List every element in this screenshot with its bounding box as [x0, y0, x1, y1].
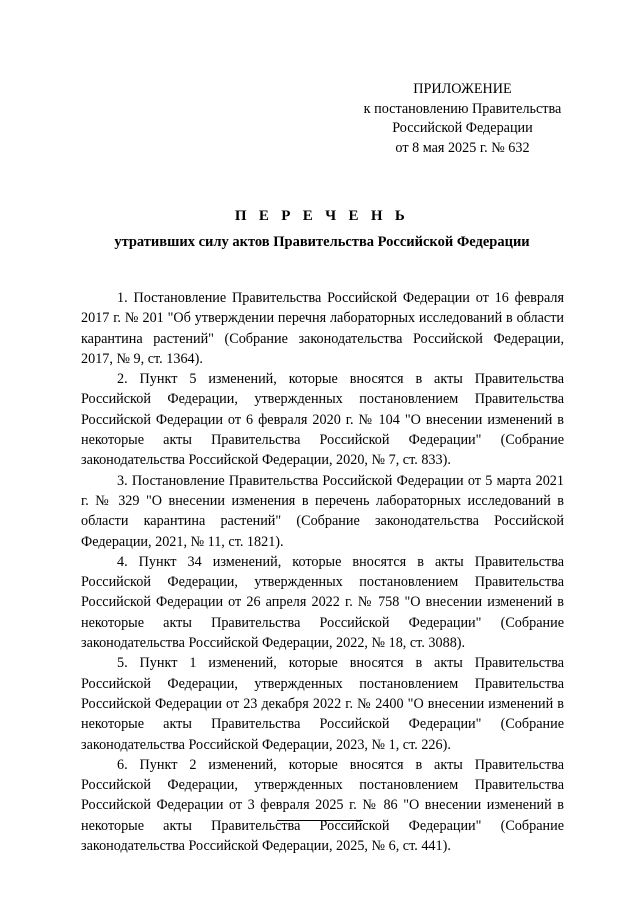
appendix-label: ПРИЛОЖЕНИЕ [413, 81, 512, 97]
document-subtitle: утративших силу актов Правительства Российской Федерации [114, 234, 530, 250]
appendix-date-number: от 8 мая 2025 г. № 632 [395, 139, 530, 156]
list-item: 1. Постановление Правительства Российской Федерации от 16 февраля 2017 г. № 201 "Об утверждении перечня лабораторных исследований в области карантина растений" (Собрание законодательства Российской Федерации, 2017, № 9, ст. 1364). [81, 290, 564, 367]
document-title: П Е Р Е Ч Е Н Ь [234, 208, 410, 224]
list-item: 5. Пункт 1 изменений, которые вносятся в акты Правительства Российской Федерации, утвержденных постановлением Правительства Российской Федерации от 23 декабря 2022 г. № 2400 "О внесении изменений в некоторые акты Правительства Российской Федерации" (Собрание законодательства Российской Федерации, 2023, № 1, ст. 226). [81, 655, 564, 753]
list-item: 2. Пункт 5 изменений, которые вносятся в акты Правительства Российской Федерации, утвержденных постановлением Правительства Российской Федерации от 6 февраля 2020 г. № 104 "О внесении изменений в некоторые акты Правительства Российской Федерации" (Собрание законодательства Российской Федерации, 2020, № 7, ст. 833). [81, 371, 564, 469]
list-item: 4. Пункт 34 изменений, которые вносятся в акты Правительства Российской Федерации, утвержденных постановлением Правительства Российской Федерации от 26 апреля 2022 г. № 758 "О внесении изменений в некоторые акты Правительства Российской Федерации" (Собрание законодательства Российской Федерации, 2022, № 18, ст. 3088). [81, 553, 564, 652]
list-item: 6. Пункт 2 изменений, которые вносятся в акты Правительства Российской Федерации, утвержденных постановлением Правительства Российской Федерации от 3 февраля 2025 г. № 86 "О внесении изменений в некоторые акты Правительства Российской Федерации" (Собрание законодательства Российской Федерации, 2025, № 6, ст. 441). [81, 756, 564, 855]
appendix-header [360, 80, 565, 158]
list-item: 3. Постановление Правительства Российской Федерации от 5 марта 2021 г. № 329 "О внесении изменения в перечень лабораторных исследований в области карантина растений" (Собрание законодательства Российской Федерации, 2021, № 11, ст. 1821). [81, 472, 564, 550]
closing-divider [277, 820, 363, 821]
appendix-government-line: Российской Федерации [392, 120, 533, 136]
acts-list [81, 288, 564, 856]
appendix-resolution-line: к постановлению Правительства [363, 100, 562, 117]
